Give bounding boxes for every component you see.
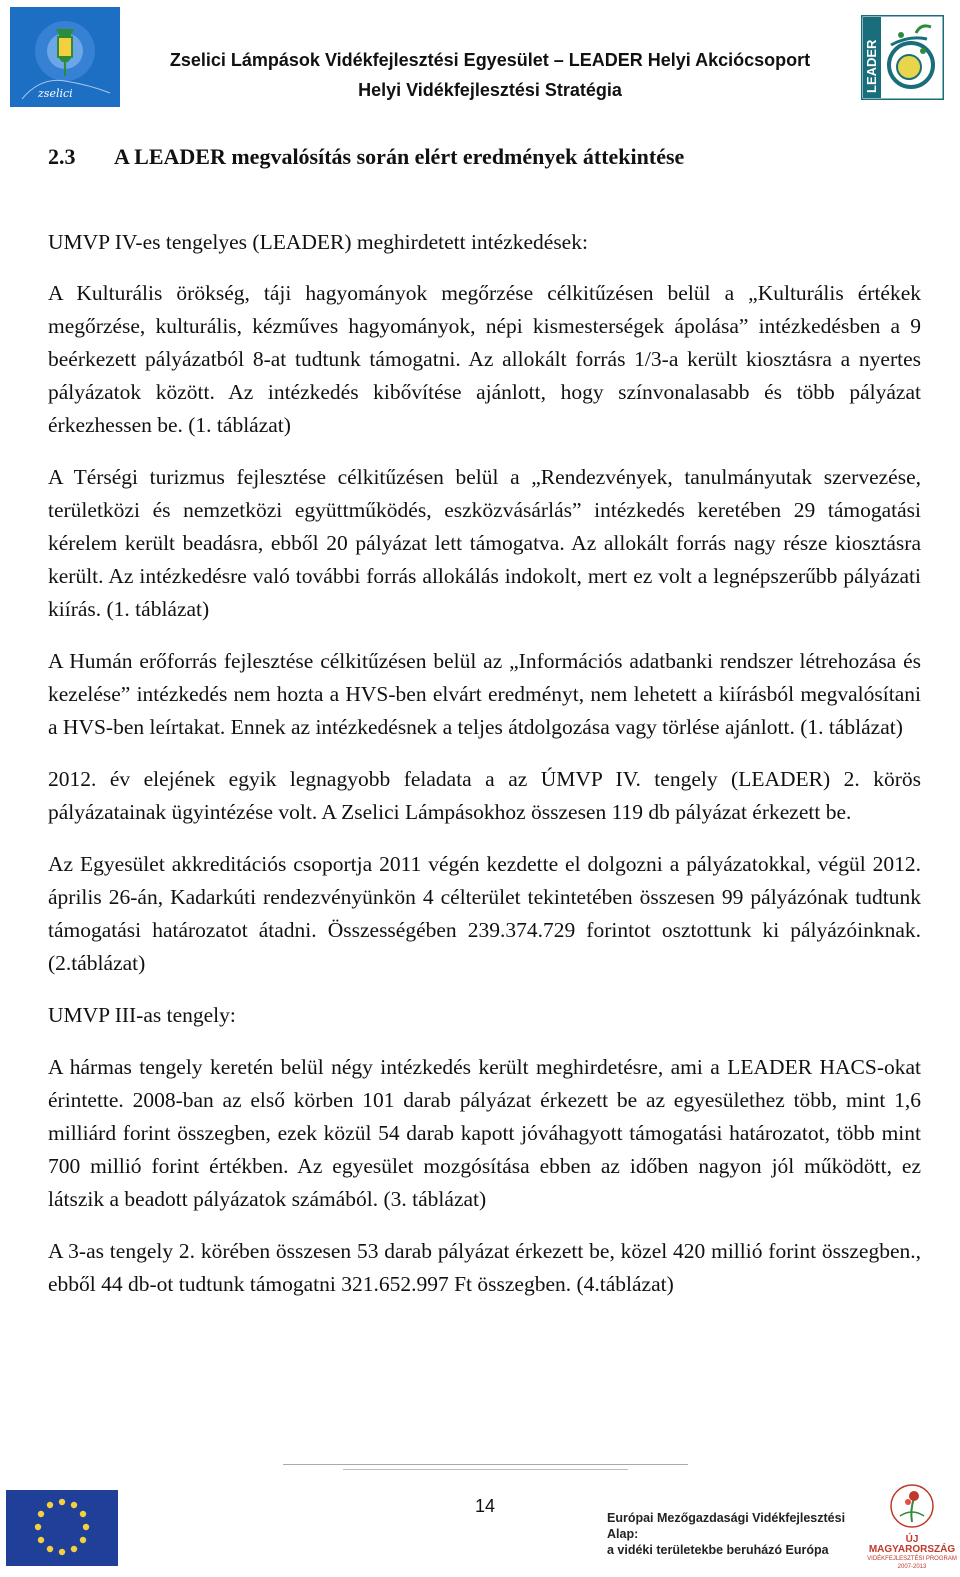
paragraph-harmas-tengely: A hármas tengely keretén belül négy intézkedés került meghirdetésre, ami a LEADER HACS-okat érintette. 2008-ban az első körben 101 darab pályázat érkezett be az egyesülethez több, mint 1,6 milliárd forint összegben, ezek közül 54 darab kapott jóváhagyott támogatási határozatot, több mint 700 millió forint értékben. Az egyesület mozgósítása ebben az időben nagyon jól működött, ez látszik a beadott pályázatok számából. (3. táblázat) — [48, 1055, 921, 1211]
footer-divider-secondary — [343, 1469, 628, 1470]
paragraph-umvp-iv-heading: UMVP IV-es tengelyes (LEADER) meghirdetett intézkedések: — [48, 230, 588, 254]
eafrd-caption — [607, 1510, 877, 1558]
eu-flag — [6, 1490, 118, 1566]
leader-logo — [861, 15, 944, 100]
uj-magyarorszag-subtitle: VIDÉKFEJLESZTÉSI PROGRAM — [867, 1556, 957, 1562]
uj-magyarorszag-years: 2007-2013 — [897, 1564, 927, 1570]
paragraph-turizmus: A Térségi turizmus fejlesztése célkitűzésen belül a „Rendezvények, tanulmányutak szervezése, területközi és nemzetközi együttműködés, eszközvásárlás” intézkedés keretében 29 támogatási kérelem került beadásra, ebből 20 pályázat lett támogatva. Az allokált forrás nagy része kiosztásra került. Az intézkedésre való további forrás allokálás indokolt, mert ez volt a legnépszerűbb pályázati kiírás. (1. táblázat) — [48, 465, 921, 621]
page-header — [0, 0, 960, 110]
paragraph-akkreditacio: Az Egyesület akkreditációs csoportja 2011 végén kezdette el dolgozni a pályázatokkal, végül 2012. április 26-án, Kadarkúti rendezvényünkön 4 célterület tekintetében összesen 99 pályázónak tudtunk támogatási határozatot átadni. Összességében 239.374.729 forintot osztottunk ki pályázóinknak. (2.táblázat) — [48, 852, 921, 975]
paragraph-3as-tengely: A 3-as tengely 2. körében összesen 53 darab pályázat érkezett be, közel 420 millió forint összegben., ebből 44 db-ot tudtunk támogatni 321.652.997 Ft összegben. (4.táblázat) — [48, 1239, 921, 1296]
uj-magyarorszag-title: ÚJ MAGYARORSZÁG — [868, 1534, 956, 1555]
zselici-lampasok-logo — [10, 7, 120, 107]
section-heading — [48, 144, 908, 170]
uj-magyarorszag-caption — [866, 1535, 958, 1571]
footer-divider — [283, 1464, 688, 1465]
section-title: A LEADER megvalósítás során elért eredmények áttekintése — [114, 144, 685, 169]
paragraph-umvp-iii-heading: UMVP III-as tengely: — [48, 1003, 236, 1027]
eafrd-line-1: Európai Mezőgazdasági Vidékfejlesztési Alap: — [607, 1511, 846, 1541]
header-strategy-title: Helyi Vidékfejlesztési Stratégia — [358, 80, 622, 100]
header-organization-title: Zselici Lámpások Vidékfejlesztési Egyesület – LEADER Helyi Akciócsoport — [169, 50, 811, 70]
paragraph-2012: 2012. év elejének egyik legnagyobb feladata a az ÚMVP IV. tengely (LEADER) 2. körös pályázatainak ügyintézése volt. A Zselici Lámpásokhoz összesen 119 db pályázat érkezett be. — [48, 767, 921, 824]
leader-logo-icon — [861, 15, 944, 100]
uj-magyarorszag-logo-icon — [870, 1482, 954, 1532]
section-number: 2.3 — [48, 144, 76, 169]
page-number: 14 — [474, 1496, 496, 1516]
paragraph-kulturalis: A Kulturális örökség, táji hagyományok megőrzése célkitűzésen belül a „Kulturális értékek megőrzése, kulturális, kézműves hagyományok, népi kismesterségek ápolása” intézkedésben a 9 beérkezett pályázatból 8-at tudtunk támogatni. Az allokált forrás 1/3-a került kiosztásra a nyertes pályázatok között. Az intézkedés kibővítése ajánlott, hogy színvonalasabb és több pályázat érkezhessen be. (1. táblázat) — [48, 281, 921, 437]
eafrd-line-2: a vidéki területekbe beruházó Európa — [607, 1543, 829, 1557]
lamp-logo-icon — [10, 7, 120, 107]
svg-text:LEADER: LEADER — [864, 39, 879, 93]
svg-text:zselici: zselici — [38, 87, 73, 100]
document-body — [48, 226, 921, 1301]
eu-flag-icon — [6, 1490, 118, 1566]
paragraph-human: A Humán erőforrás fejlesztése célkitűzésen belül az „Információs adatbanki rendszer létrehozása és kezelése” intézkedés nem hozta a HVS-ben elvárt eredményt, nem lehetett a kiírásból megvalósítani a HVS-ben leírtakat. Ennek az intézkedésnek a teljes átdolgozása vagy törlése ajánlott. (1. táblázat) — [48, 649, 921, 739]
